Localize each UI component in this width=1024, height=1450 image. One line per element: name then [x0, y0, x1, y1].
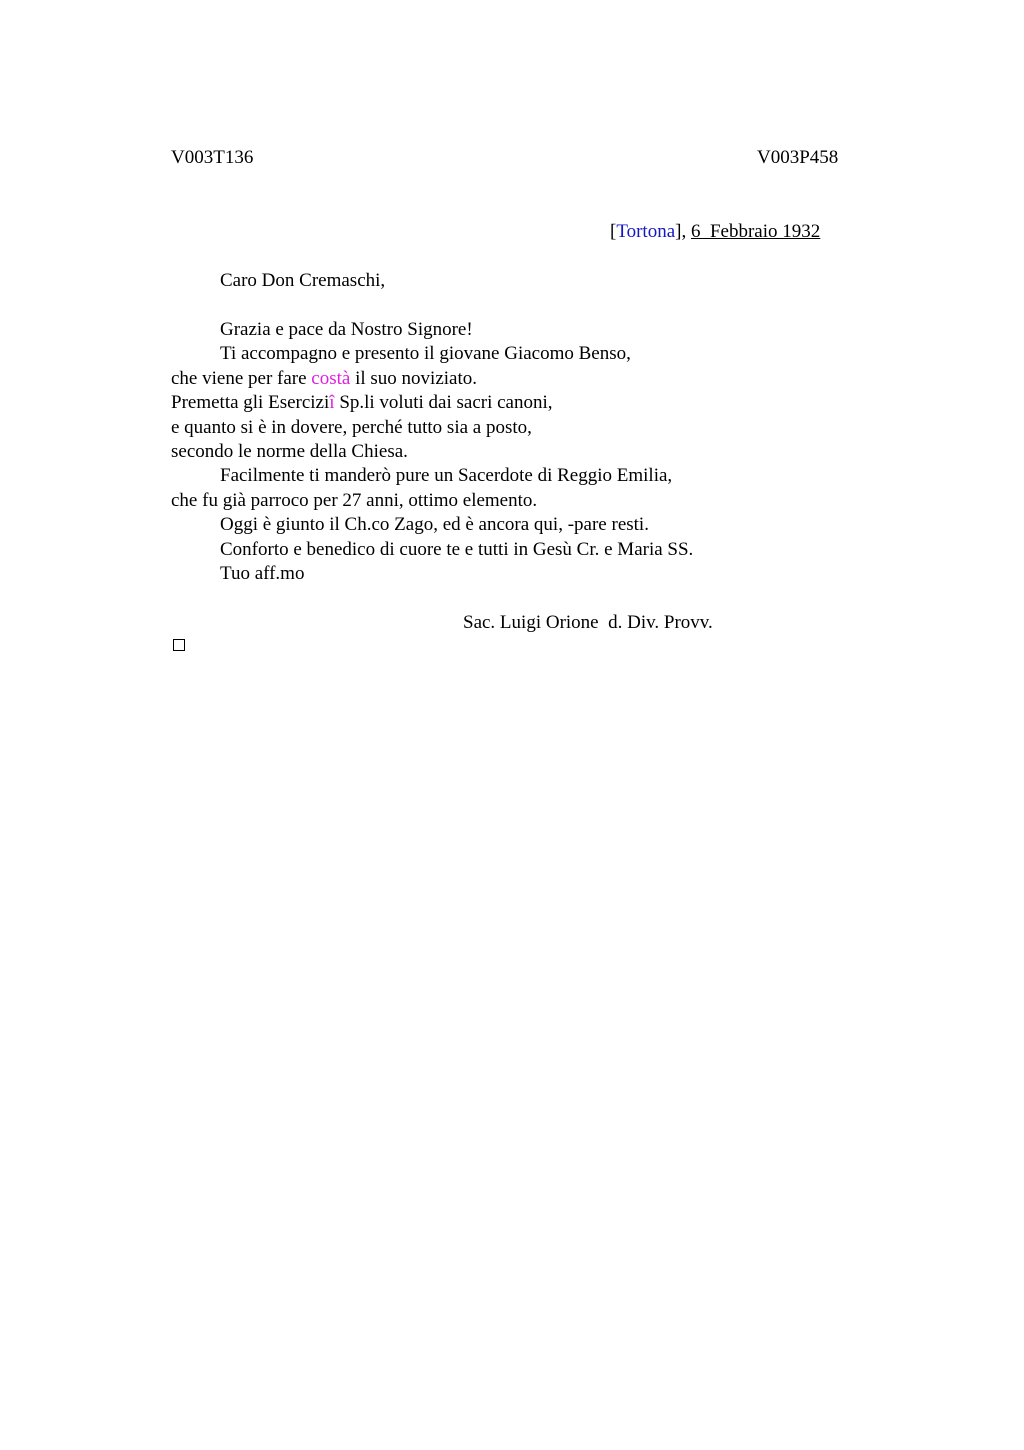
checkbox-glyph-icon: [173, 639, 185, 651]
document-code-left: V003T136: [171, 147, 254, 168]
dateline-date: 6 Febbraio 1932: [690, 221, 821, 242]
page-code-right: V003P458: [757, 147, 839, 168]
body-line-1: Grazia e pace da Nostro Signore!: [220, 319, 473, 340]
body-line-7: Facilmente ti manderò pure un Sacerdote di Reggio Emilia,: [220, 465, 673, 487]
body-line-4: [171, 391, 871, 415]
closing-line: Tuo aff.mo: [220, 562, 305, 584]
dateline: [610, 220, 820, 244]
body-line-4-start: Premetta gli Esercizi: [171, 392, 330, 414]
signature: Sac. Luigi Orione d. Div. Provv.: [463, 612, 713, 633]
body-line-9: Oggi è giunto il Ch.co Zago, ed è ancora qui, -pare resti.: [220, 514, 649, 536]
body-line-8: che fu già parroco per 27 anni, ottimo elemento.: [171, 489, 538, 511]
body-line-3: [171, 367, 871, 391]
highlighted-word-costa: costà: [311, 367, 351, 389]
body-line-2: Ti accompagno e presento il giovane Giacomo Benso,: [220, 343, 631, 365]
dateline-open-bracket: [: [610, 221, 617, 242]
body-line-3-start: che viene per fare: [171, 367, 307, 389]
dateline-place: Tortona: [616, 221, 676, 242]
body-line-4-end: Sp.li voluti dai sacri canoni,: [339, 392, 553, 414]
letter-body: [171, 318, 871, 586]
body-line-3-end: il suo noviziato.: [355, 367, 477, 389]
body-line-10: Conforto e benedico di cuore te e tutti in Gesù Cr. e Maria SS.: [220, 538, 694, 560]
salutation: Caro Don Cremaschi,: [220, 270, 386, 291]
highlighted-letter: î: [329, 392, 335, 414]
dateline-close-bracket: ],: [675, 221, 687, 242]
body-line-5: e quanto si è in dovere, perché tutto sia a posto,: [171, 416, 532, 438]
body-line-6: secondo le norme della Chiesa.: [171, 440, 408, 462]
